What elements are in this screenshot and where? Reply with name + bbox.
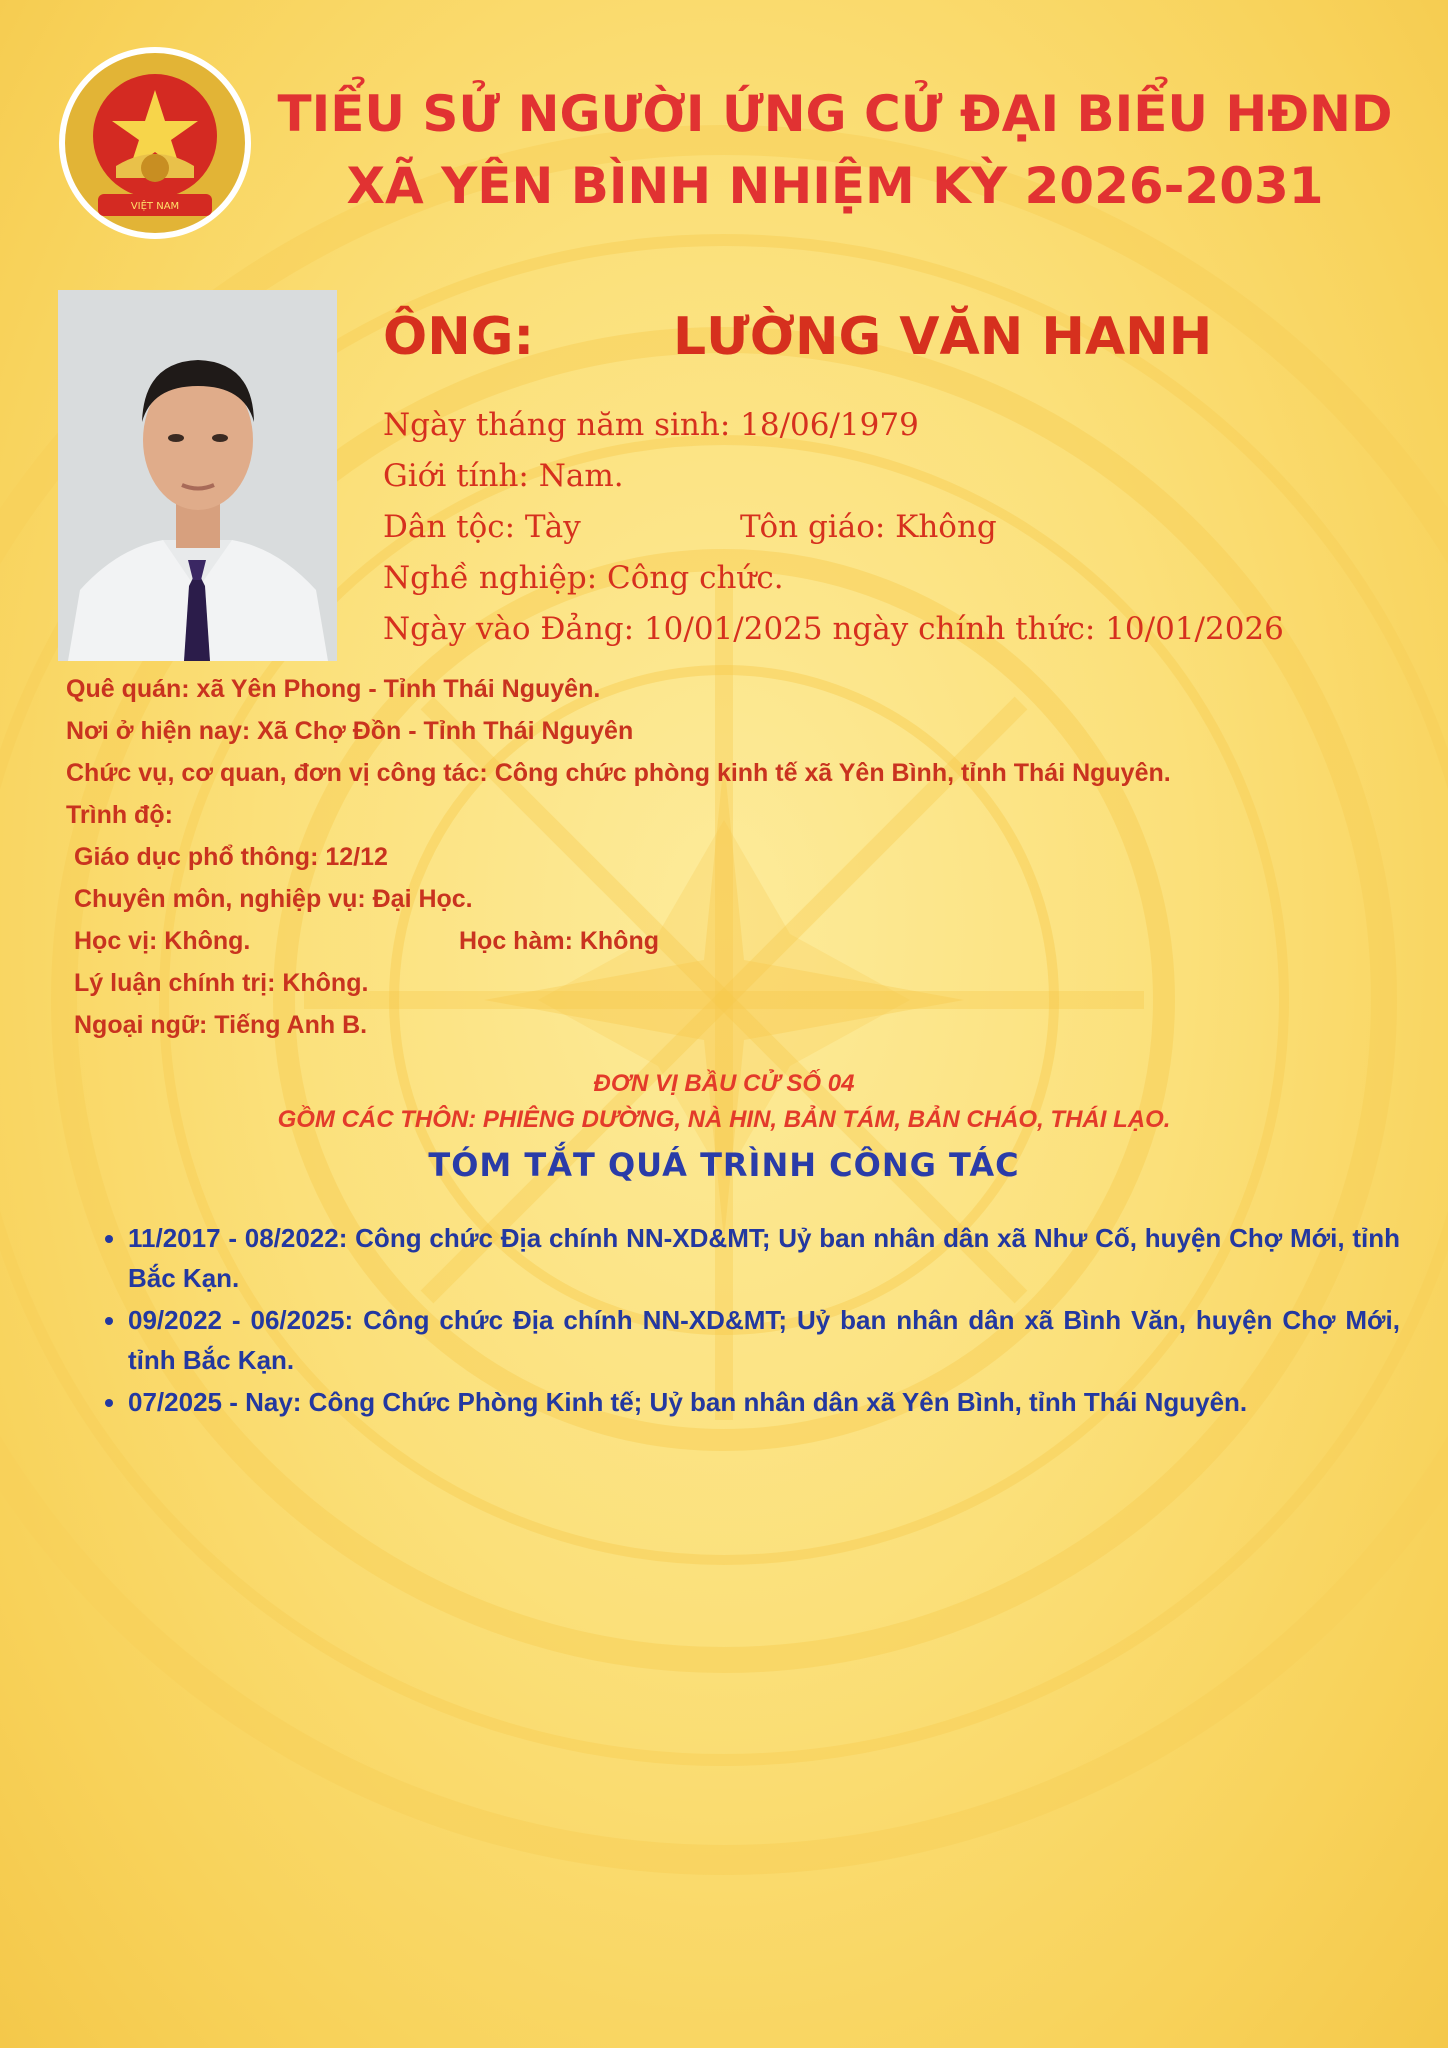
electoral-unit-villages: GỒM CÁC THÔN: PHIÊNG DƯỜNG, NÀ HIN, BẢN TÁM, BẢN CHÁO, THÁI LẠO.: [277, 1106, 1171, 1133]
candidate-details: [66, 668, 1171, 1046]
occupation: Nghề nghiệp: Công chức.: [383, 560, 784, 596]
national-emblem: [56, 44, 254, 242]
svg-text:VIỆT NAM: VIỆT NAM: [130, 201, 180, 212]
honorific: ÔNG:: [383, 307, 535, 367]
academic-degree: Học vị: Không.: [74, 927, 251, 955]
candidate-name: LƯỜNG VĂN HANH: [673, 307, 1213, 367]
list-item: • 07/2025 - Nay: Công Chức Phòng Kinh tế; Uỷ ban nhân dân xã Yên Bình, tỉnh Thái Nguyên.: [128, 1382, 1400, 1422]
work-position: Chức vụ, cơ quan, đơn vị công tác: Công chức phòng kinh tế xã Yên Bình, tỉnh Thái Nguyên.: [66, 759, 1171, 787]
religion: Tôn giáo: Không: [740, 509, 997, 545]
title-line-1: TIỂU SỬ NGƯỜI ỨNG CỬ ĐẠI BIỂU HĐND: [277, 85, 1393, 143]
residence: Nơi ở hiện nay: Xã Chợ Đồn - Tỉnh Thái Nguyên: [66, 717, 634, 745]
electoral-unit: [0, 1066, 1448, 1138]
hometown: Quê quán: xã Yên Phong - Tỉnh Thái Nguyên.: [66, 675, 601, 703]
personal-info: [383, 400, 1284, 655]
candidate-photo: [58, 290, 337, 661]
academic-title: Học hàm: Không: [459, 927, 659, 955]
title-line-2: XÃ YÊN BÌNH NHIỆM KỲ 2026-2031: [346, 157, 1324, 215]
gender: Giới tính: Nam.: [383, 458, 624, 494]
ethnicity: Dân tộc: Tày: [383, 509, 581, 545]
candidate-name-row: [383, 307, 1212, 367]
professional-level: Chuyên môn, nghiệp vụ: Đại Học.: [74, 885, 473, 913]
date-of-birth: Ngày tháng năm sinh: 18/06/1979: [383, 407, 919, 443]
foreign-language: Ngoại ngữ: Tiếng Anh B.: [74, 1011, 368, 1039]
page-title: [270, 78, 1400, 222]
general-education: Giáo dục phổ thông: 12/12: [74, 843, 388, 871]
party-membership: Ngày vào Đảng: 10/01/2025 ngày chính thức: 10/01/2026: [383, 611, 1284, 647]
career-list: [100, 1218, 1400, 1424]
career-section-title: TÓM TẮT QUÁ TRÌNH CÔNG TÁC: [428, 1146, 1020, 1184]
political-theory: Lý luận chính trị: Không.: [74, 969, 369, 997]
education-label: Trình độ:: [66, 801, 173, 829]
list-item: • 11/2017 - 08/2022: Công chức Địa chính NN-XD&MT; Uỷ ban nhân dân xã Như Cố, huyện Chợ Mới, tỉnh Bắc Kạn.: [128, 1218, 1400, 1298]
list-item: • 09/2022 - 06/2025: Công chức Địa chính NN-XD&MT; Uỷ ban nhân dân xã Bình Văn, huyện Chợ Mới, tỉnh Bắc Kạn.: [128, 1300, 1400, 1380]
electoral-unit-number: ĐƠN VỊ BẦU CỬ SỐ 04: [593, 1070, 855, 1097]
